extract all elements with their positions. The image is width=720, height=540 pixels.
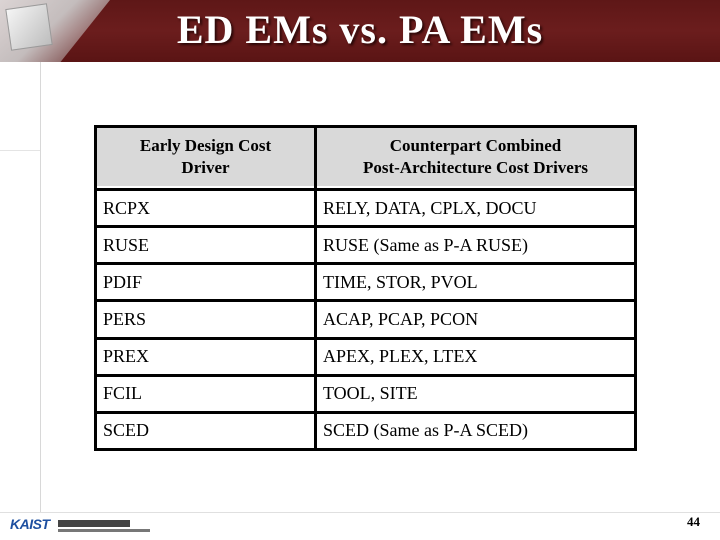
post-architecture-drivers: RELY, DATA, CPLX, DOCU: [317, 191, 634, 225]
kaist-logo: KAIST: [10, 516, 50, 532]
table-row: [97, 377, 634, 411]
table-row: [97, 191, 634, 225]
table-row: [97, 414, 634, 448]
post-architecture-drivers: TIME, STOR, PVOL: [317, 265, 634, 299]
post-architecture-drivers: RUSE (Same as P-A RUSE): [317, 228, 634, 262]
early-design-driver: PDIF: [97, 265, 314, 299]
early-design-driver: SCED: [97, 414, 314, 448]
header-post-architecture: Counterpart Combined Post-Architecture Cost Drivers: [317, 128, 634, 188]
footer-divider: [0, 512, 720, 513]
decorative-line: [0, 150, 40, 151]
logo-mark-bar: [58, 520, 130, 527]
institute-logo-text: [58, 516, 158, 536]
post-architecture-drivers: SCED (Same as P-A SCED): [317, 414, 634, 448]
decorative-line: [40, 62, 41, 512]
table-row: [97, 228, 634, 262]
logo-mark-bar: [58, 529, 150, 532]
slide-title: ED EMs vs. PA EMs: [176, 7, 544, 52]
title-banner: [0, 0, 720, 62]
early-design-driver: FCIL: [97, 377, 314, 411]
post-architecture-drivers: TOOL, SITE: [317, 377, 634, 411]
page-number: 44: [687, 514, 700, 529]
table-row: [97, 340, 634, 374]
table-row: [97, 265, 634, 299]
early-design-driver: RUSE: [97, 228, 314, 262]
early-design-driver: PREX: [97, 340, 314, 374]
cost-driver-table: [94, 125, 637, 451]
header-early-design: Early Design Cost Driver: [97, 128, 314, 188]
early-design-driver: RCPX: [97, 191, 314, 225]
table-header-row: [97, 128, 634, 188]
post-architecture-drivers: ACAP, PCAP, PCON: [317, 302, 634, 336]
post-architecture-drivers: APEX, PLEX, LTEX: [317, 340, 634, 374]
table-row: [97, 302, 634, 336]
early-design-driver: PERS: [97, 302, 314, 336]
